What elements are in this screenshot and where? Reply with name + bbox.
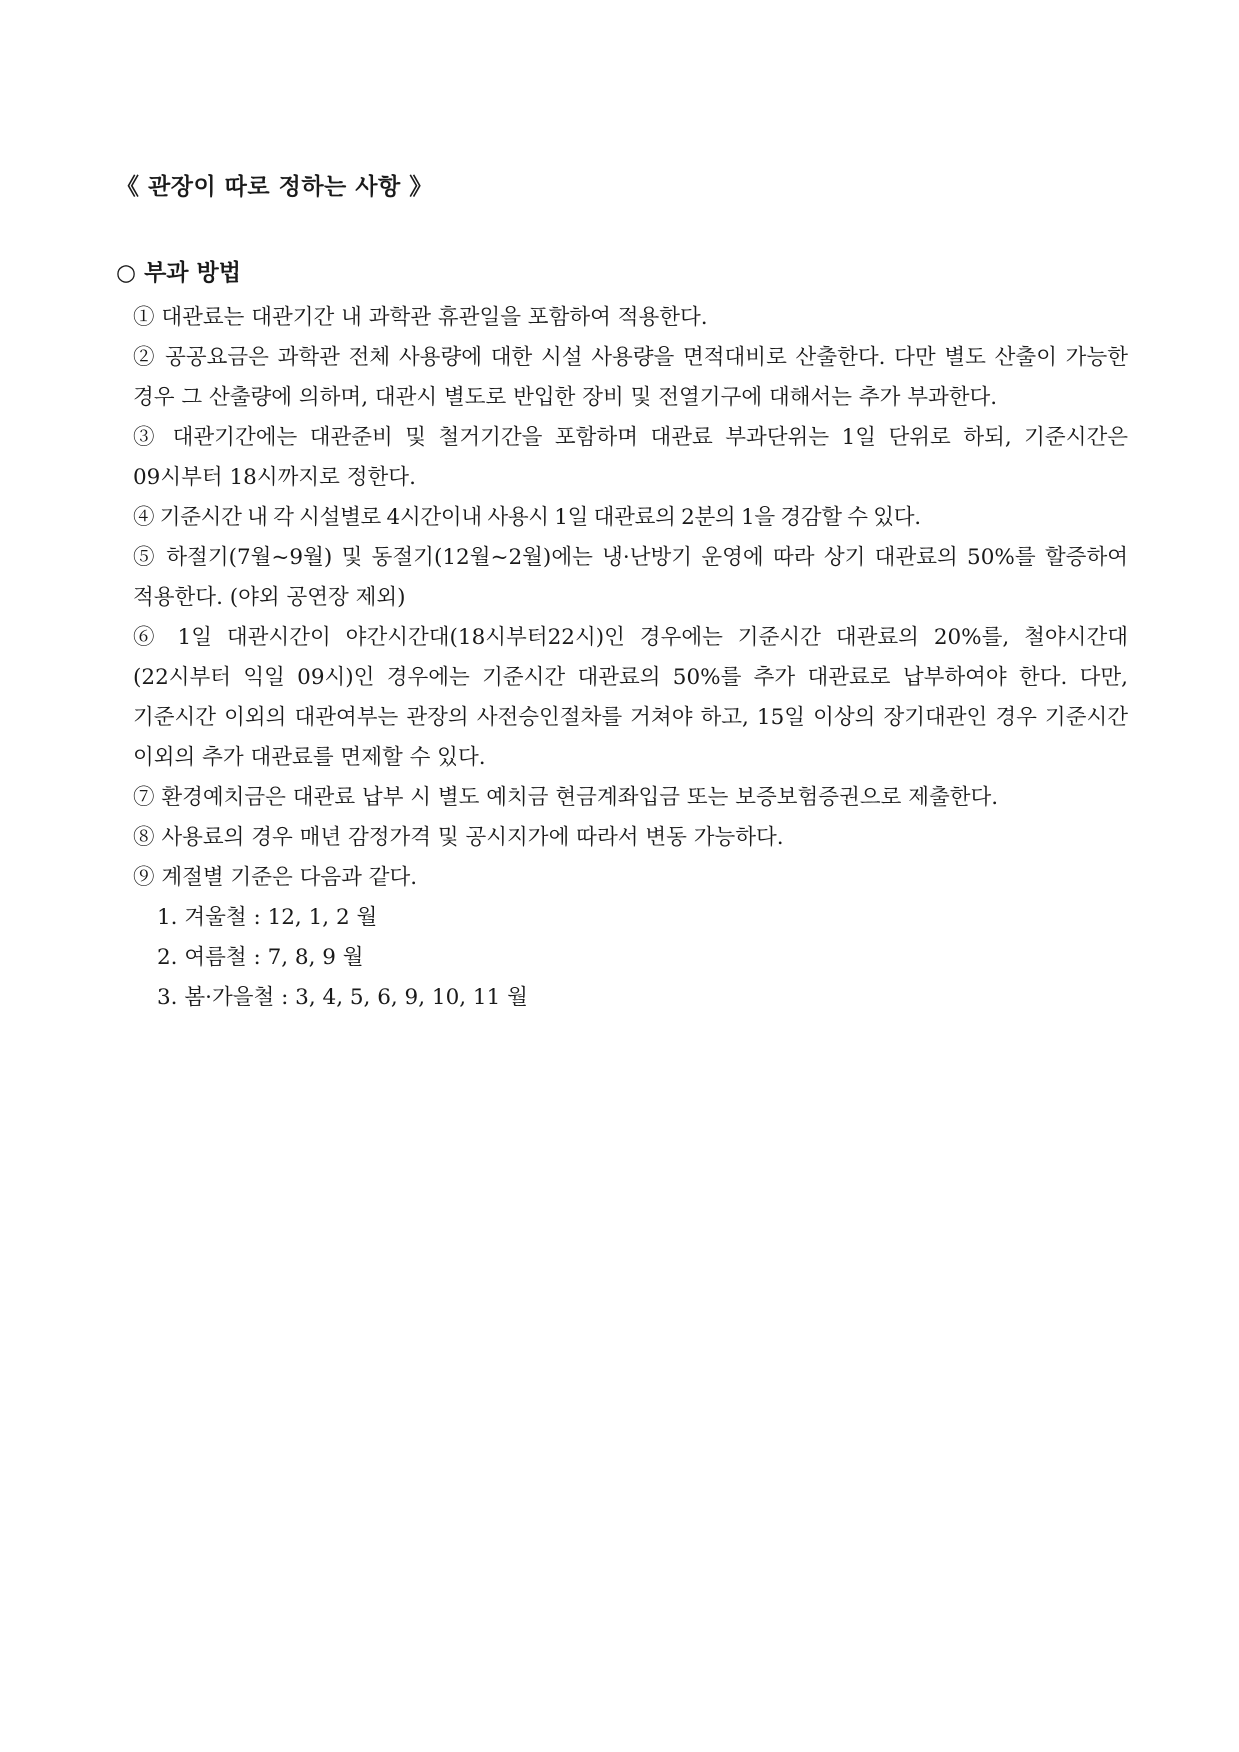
season-item-winter: 1. 겨울철 : 12, 1, 2 월	[157, 905, 378, 930]
rule-item-6: ⑥ 1일 대관시간이 야간시간대(18시부터22시)인 경우에는 기준시간 대관료의 20%를, 철야시간대(22시부터 익일 09시)인 경우에는 기준시간 대관료의 50%를 추가 대관료로 납부하여야 한다. 다만, 기준시간 이외의 대관여부는 관장의 사전승인절차를 거쳐야 하고, 15일 이상의 장기대관인 경우 기준시간 이외의 추가 대관료를 면제할 수 있다.	[133, 625, 1128, 770]
rule-item-9: ⑨ 계절별 기준은 다음과 같다.	[133, 865, 418, 890]
rule-item-8: ⑧ 사용료의 경우 매년 감정가격 및 공시지가에 따라서 변동 가능하다.	[133, 825, 784, 850]
rule-item-4: ④ 기준시간 내 각 시설별로 4시간이내 사용시 1일 대관료의 2분의 1을 경감할 수 있다.	[133, 505, 921, 530]
season-list	[133, 898, 1128, 1018]
season-item-spring-autumn: 3. 봄·가을철 : 3, 4, 5, 6, 9, 10, 11 월	[157, 985, 528, 1010]
season-item-summer: 2. 여름철 : 7, 8, 9 월	[157, 945, 364, 970]
document-title: 《 관장이 따로 정하는 사항 》	[116, 174, 433, 200]
rule-item-2: ② 공공요금은 과학관 전체 사용량에 대한 시설 사용량을 면적대비로 산출한다. 다만 별도 산출이 가능한 경우 그 산출량에 의하며, 대관시 별도로 반입한 장비 및 전열기구에 대해서는 추가 부과한다.	[133, 345, 1128, 410]
section-body	[133, 298, 1128, 1018]
rule-item-7: ⑦ 환경예치금은 대관료 납부 시 별도 예치금 현금계좌입금 또는 보증보험증권으로 제출한다.	[133, 785, 999, 810]
rule-item-3: ③ 대관기간에는 대관준비 및 철거기간을 포함하며 대관료 부과단위는 1일 단위로 하되, 기준시간은 09시부터 18시까지로 정한다.	[133, 425, 1128, 490]
section-heading: ○ 부과 방법	[116, 259, 241, 286]
rule-item-5: ⑤ 하절기(7월~9월) 및 동절기(12월~2월)에는 냉·난방기 운영에 따라 상기 대관료의 50%를 할증하여 적용한다. (야외 공연장 제외)	[133, 545, 1128, 610]
rule-item-1: ① 대관료는 대관기간 내 과학관 휴관일을 포함하여 적용한다.	[133, 305, 708, 330]
